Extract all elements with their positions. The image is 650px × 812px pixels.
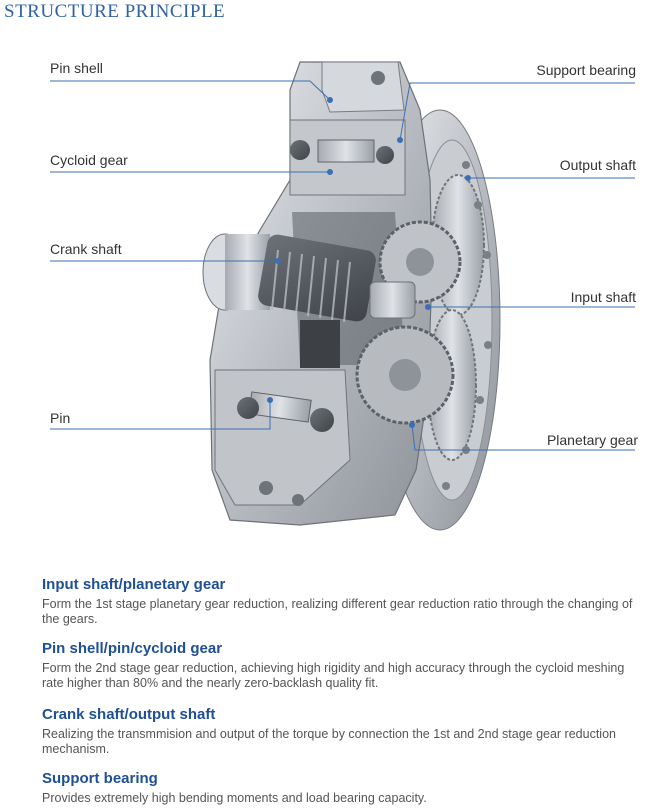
label-cycloid-gear: Cycloid gear <box>50 152 128 168</box>
section-input-shaft-planetary-gear <box>42 576 642 627</box>
label-pin-shell: Pin shell <box>50 60 103 76</box>
label-planetary-gear: Planetary gear <box>546 432 638 448</box>
section-text: Realizing the transmmision and output of the torque by connection the 1st and 2nd stage gear reduction mechanism. <box>42 727 616 756</box>
label-input-shaft: Input shaft <box>570 289 636 305</box>
label-output-shaft: Output shaft <box>559 157 636 173</box>
section-text: Form the 1st stage planetary gear reduction, realizing different gear reduction ratio through the changing of the gears. <box>42 597 633 626</box>
section-heading: Pin shell/pin/cycloid gear <box>42 640 223 657</box>
label-pin: Pin <box>50 410 71 426</box>
section-crank-shaft-output-shaft <box>42 706 642 757</box>
label-crank-shaft: Crank shaft <box>50 241 122 257</box>
section-heading: Input shaft/planetary gear <box>42 576 226 593</box>
section-text: Provides extremely high bending moments and load bearing capacity. <box>42 791 427 805</box>
label-support-bearing: Support bearing <box>536 62 636 78</box>
section-support-bearing <box>42 770 642 806</box>
section-heading: Support bearing <box>42 770 158 787</box>
section-pin-shell-pin-cycloid-gear <box>42 640 642 691</box>
page-title: STRUCTURE PRINCIPLE <box>4 1 226 22</box>
section-text: Form the 2nd stage gear reduction, achieving high rigidity and high accuracy through the cycloid meshing rate higher than 80% and the nearly zero-backlash quality fit. <box>42 661 625 690</box>
section-heading: Crank shaft/output shaft <box>42 706 216 723</box>
